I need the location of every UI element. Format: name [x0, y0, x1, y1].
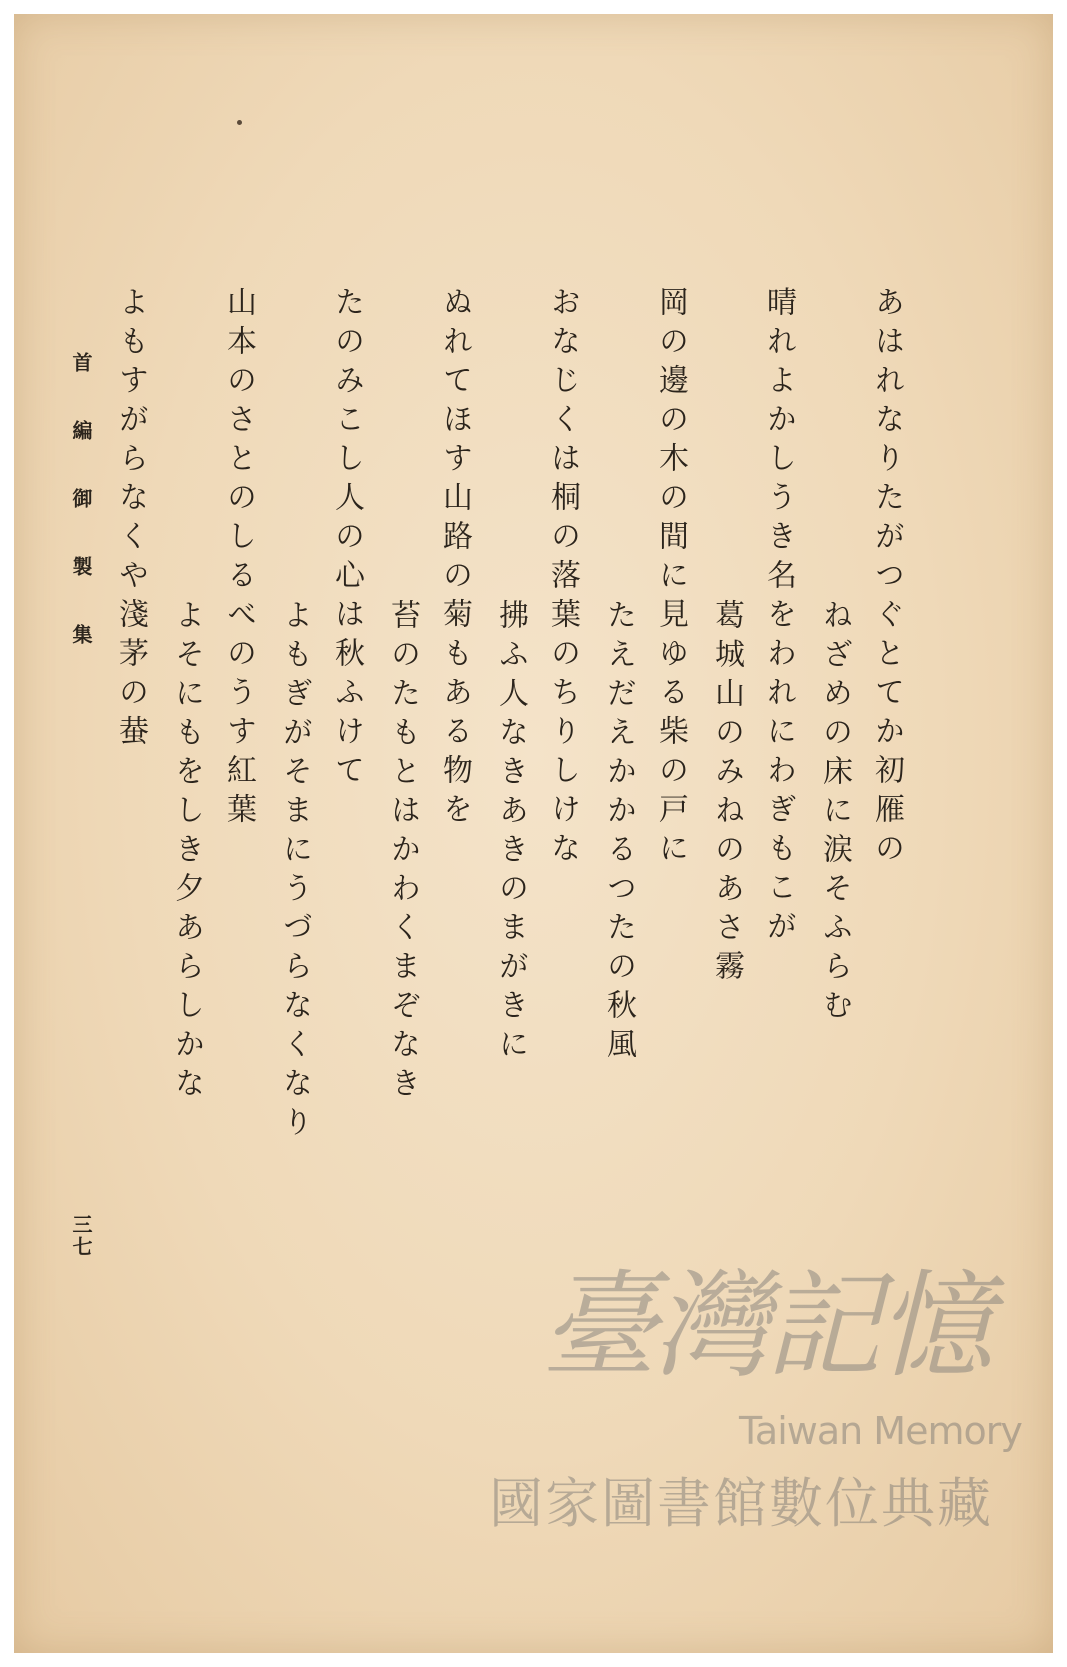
poem-1-line-1: あはれなりたがつぐとてか初雁の: [869, 286, 904, 871]
watermark: [469, 1259, 1029, 1569]
book-page: [14, 14, 1053, 1653]
poem-1-line-2: ねざめの床に涙そふらむ: [817, 599, 852, 1028]
poem-2-line-2: 葛城山のみねのあさ霧: [709, 599, 744, 989]
poem-2-line-1: 晴れよかしうき名をわれにわぎもこが: [761, 286, 796, 949]
poem-7-line-1: 山本のさとのしるべのうす紅葉: [221, 286, 256, 832]
poem-5-line-1: ぬれてほす山路の菊もある物を: [437, 286, 472, 832]
watermark-logo: 臺灣記憶: [541, 1259, 989, 1394]
poem-8-line-1: よもすがらなくや淺茅の蛬: [113, 286, 148, 754]
poem-7-line-2: よそにもをしき夕あらしかな: [169, 599, 204, 1106]
poem-6-line-2: よもぎがそまにうづらなくなり: [277, 599, 312, 1145]
poem-3-line-1: 岡の邊の木の間に見ゆる柴の戸に: [653, 286, 688, 871]
poem-5-line-2: 苔のたもとはかわくまぞなき: [385, 599, 420, 1106]
poem-3-line-2: たえだえかかるつたの秋風: [601, 599, 636, 1067]
ink-speck: [237, 120, 242, 125]
poem-6-line-1: たのみこし人の心は秋ふけて: [329, 286, 364, 793]
poem-4-line-1: おなじくは桐の落葉のちりしけな: [545, 286, 580, 871]
watermark-chinese: 國家圖書館數位典藏: [489, 1472, 993, 1535]
poem-4-line-2: 拂ふ人なきあきのまがきに: [493, 599, 528, 1067]
page-number: 三七: [69, 1214, 93, 1258]
collection-title: 首編御製集: [69, 352, 93, 692]
watermark-english: Taiwan Memory: [739, 1409, 1022, 1453]
